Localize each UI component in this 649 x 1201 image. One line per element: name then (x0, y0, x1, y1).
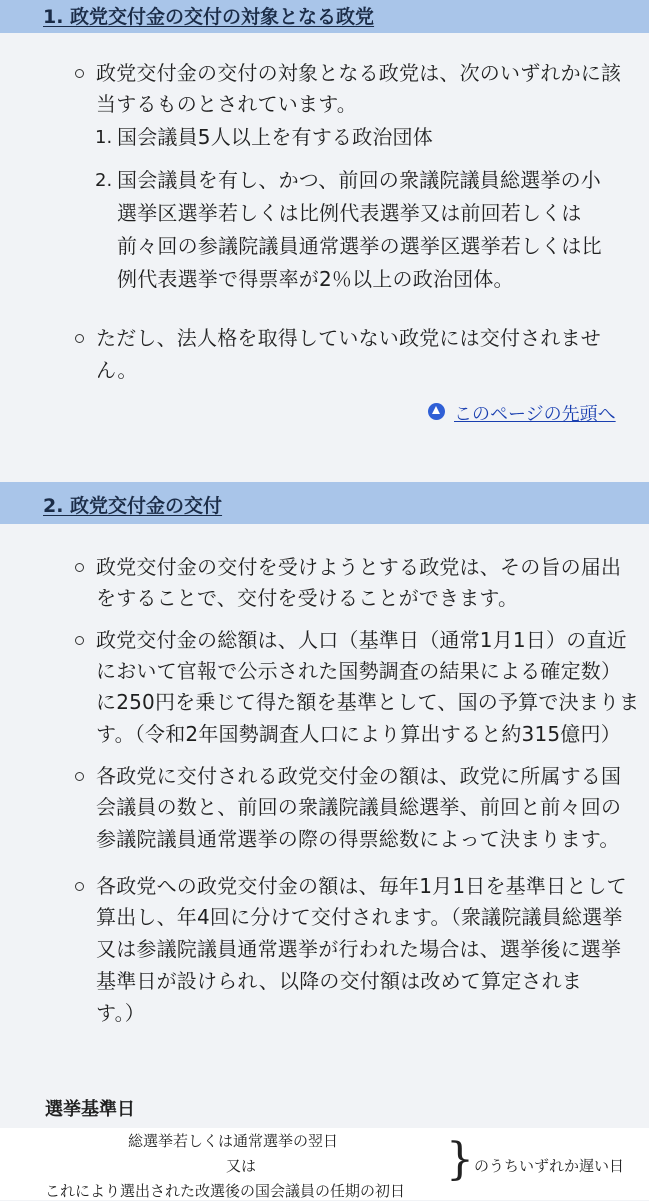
section2-bullet4-line5: す。） (96, 1001, 145, 1025)
section1-bullet2-line2: ん。 (96, 358, 138, 382)
section2-bullet2-line1: 政党交付金の総額は、人口（基準日（通常1月1日）の直近 (96, 628, 627, 652)
bullet-marker (75, 882, 84, 891)
section2-bullet4-line1: 各政党への政党交付金の額は、毎年1月1日を基準日として (96, 874, 627, 898)
section1-bullet2-line1: ただし、法人格を取得していない政党には交付されませ (96, 326, 601, 350)
up-arrow-circle-icon[interactable] (428, 403, 445, 420)
section2-bullet4-line2: 算出し、年4回に分けて交付されます。（衆議院議員総選挙 (96, 905, 623, 929)
section1-bullet1-line1: 政党交付金の交付の対象となる政党は、次のいずれかに該 (96, 61, 622, 85)
section1-title: 1. 政党交付金の交付の対象となる政党 (43, 6, 375, 28)
diagram-line1: 総選挙若しくは通常選挙の翌日 (128, 1132, 339, 1150)
bullet-marker (75, 334, 84, 343)
item2-number: 2. (95, 170, 113, 191)
section2-bullet2-line4: す。（令和2年国勢調査人口により算出すると約315億円） (96, 722, 621, 746)
base-date-heading: 選挙基準日 (45, 1099, 135, 1120)
bullet-marker (75, 69, 84, 78)
diagram-line3: これにより選出された改選後の国会議員の任期の初日 (45, 1182, 406, 1200)
item1-text: 国会議員5人以上を有する政治団体 (117, 125, 433, 149)
section2-bullet3-line3: 参議院議員通常選挙の際の得票総数によって決まります。 (96, 827, 620, 851)
section2-bullet1-line1: 政党交付金の交付を受けようとする政党は、その旨の届出 (96, 555, 622, 579)
section2-bullet3-line1: 各政党に交付される政党交付金の額は、政党に所属する国 (96, 764, 622, 788)
section2-header (0, 482, 649, 524)
section2-bullet1-line2: をすることで、交付を受けることができます。 (96, 586, 519, 610)
diagram-line2: 又は (226, 1157, 257, 1175)
bullet-marker (75, 636, 84, 645)
back-to-top-link[interactable]: このページの先頭へ (454, 404, 616, 425)
bullet-marker (75, 563, 84, 572)
item2-line3: 前々回の参議院議員通常選挙の選挙区選挙若しくは比 (117, 234, 602, 258)
section2-bullet2-line2: において官報で公示された国勢調査の結果による確定数） (96, 659, 622, 683)
item1-number: 1. (95, 127, 113, 148)
section2-title: 2. 政党交付金の交付 (43, 495, 223, 517)
section1-header (0, 0, 649, 33)
brace-symbol: } (446, 1134, 474, 1185)
item2-line1: 国会議員を有し、かつ、前回の衆議院議員総選挙の小 (117, 168, 601, 192)
item2-line4: 例代表選挙で得票率が2％以上の政治団体。 (117, 267, 514, 291)
bullet-marker (75, 772, 84, 781)
diagram-result: のうちいずれか遅い日 (474, 1157, 625, 1175)
section2-bullet3-line2: 会議員の数と、前回の衆議院議員総選挙、前回と前々回の (96, 795, 622, 819)
item2-line2: 選挙区選挙若しくは比例代表選挙又は前回若しくは (117, 201, 582, 225)
section2-bullet4-line4: 基準日が設けられ、以降の交付額は改めて算定されま (96, 969, 582, 993)
section1-bullet1-line2: 当するものとされています。 (96, 92, 357, 116)
base-date-diagram (0, 1128, 649, 1200)
section2-bullet4-line3: 又は参議院議員通常選挙が行われた場合は、選挙後に選挙 (96, 937, 622, 961)
section2-bullet2-line3: に250円を乗じて得た額を基準として、国の予算で決まりま (96, 690, 640, 714)
